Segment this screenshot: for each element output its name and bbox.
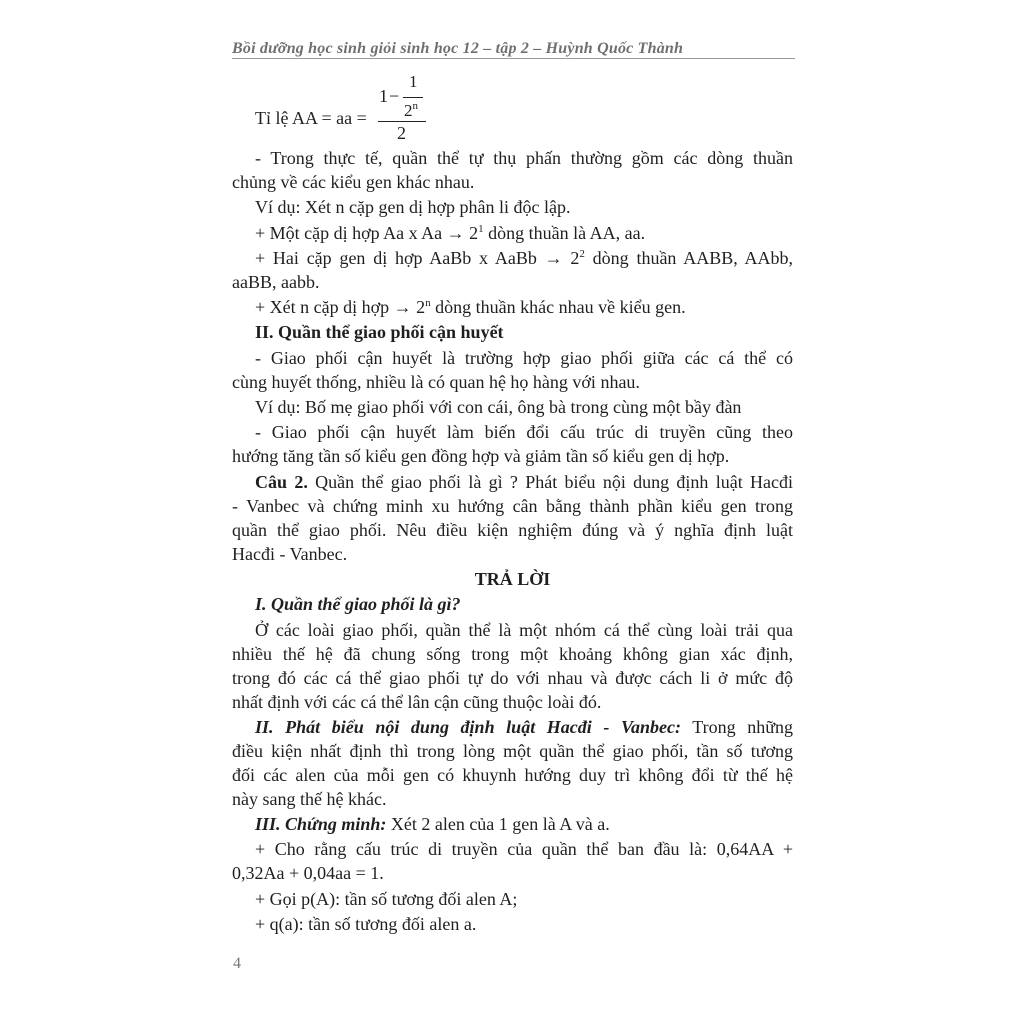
paragraph	[232, 320, 793, 344]
body-line: trong đó các cá thể giao phối tự do với nhau và được cách li ở mức độ	[232, 667, 793, 688]
formula-inner-denominator	[404, 101, 418, 121]
body-line: - Vanbec và chứng minh xu hướng cân bằng thành phần kiểu gen trong	[232, 495, 793, 516]
body-line: - Giao phối cận huyết làm biến đổi cấu trúc di truyền cũng theo	[255, 422, 793, 443]
body-line: - Giao phối cận huyết là trường hợp giao phối giữa các cá thể có	[255, 347, 793, 368]
paragraph	[232, 912, 793, 936]
section-heading: I. Quần thể giao phối là gì?	[255, 594, 461, 615]
running-header: Bồi dưỡng học sinh giỏi sinh học 12 – tập 2 – Huỳnh Quốc Thành	[232, 40, 684, 57]
text-run: Xét 2 alen của 1 gen là A và a.	[390, 814, 610, 835]
body-line: - Trong thực tế, quần thể tự thụ phấn thường gồm các dòng thuần	[255, 148, 793, 168]
formula-inner-den-exponent: n	[412, 100, 418, 112]
paragraph	[232, 221, 793, 245]
body-line	[232, 295, 793, 319]
text-run: Trong những	[692, 716, 793, 737]
exponent: n	[425, 297, 431, 310]
body-line: cùng huyết thống, nhiều là có quan hệ họ hàng với nhau.	[232, 371, 640, 392]
text-run: dòng thuần AABB, AAbb,	[592, 247, 794, 268]
paragraph	[232, 346, 793, 394]
paragraph	[232, 812, 793, 836]
body-line	[232, 221, 793, 245]
exponent: 1	[478, 222, 484, 235]
body-line: nhiều thế hệ đã chung sống trong một khoảng không gian xác định,	[232, 643, 793, 664]
formula-inner-fraction-bar	[403, 97, 423, 98]
body-line: quần thể giao phối. Nêu điều kiện nghiệm đúng và ý nghĩa định luật	[232, 519, 793, 540]
formula-inner-numerator: 1	[409, 72, 418, 91]
answer-title: TRẢ LỜI	[474, 568, 551, 589]
body-line	[232, 470, 793, 494]
body-line: + q(a): tần số tương đối alen a.	[255, 914, 477, 935]
text-run: dòng thuần khác nhau về kiểu gen.	[435, 297, 686, 318]
body-line: hướng tăng tần số kiểu gen đồng hợp và giảm tần số kiểu gen dị hợp.	[232, 446, 730, 467]
body-line	[232, 246, 793, 270]
paragraph	[232, 246, 793, 294]
paragraph	[232, 887, 793, 911]
body-line: điều kiện nhất định thì trong lòng một quần thể giao phối, tần số tương	[232, 740, 793, 761]
header-rule	[232, 58, 795, 59]
paragraph	[232, 146, 793, 194]
body-line: Hacđi - Vanbec.	[232, 543, 348, 564]
paragraph	[232, 567, 793, 591]
paragraph	[232, 592, 793, 616]
body-line: nhất định với các cá thể lân cận cũng thuộc loài đó.	[232, 691, 602, 712]
formula-main-fraction-bar	[378, 121, 426, 122]
page-body	[232, 146, 793, 936]
question-paragraph	[232, 470, 793, 566]
body-line: + Gọi p(A): tần số tương đối alen A;	[255, 888, 518, 909]
formula-inner-den-base: 2	[404, 101, 413, 120]
body-line: + Cho rằng cấu trúc di truyền của quần thể ban đầu là: 0,64AA +	[255, 839, 793, 860]
exponent: 2	[579, 247, 585, 260]
text-run: + Một cặp dị hợp Aa x Aa → 2	[255, 222, 479, 243]
text-run: dòng thuần là AA, aa.	[488, 222, 646, 243]
section-heading: II. Quần thể giao phối cận huyết	[255, 322, 504, 343]
body-line: chủng về các kiểu gen khác nhau.	[232, 172, 475, 192]
question-label: Câu 2.	[255, 471, 308, 492]
body-line: Ví dụ: Xét n cặp gen dị hợp phân li độc lập.	[255, 197, 571, 218]
body-line: đối các alen của mỗi gen có khuynh hướng duy trì không đổi từ thế hệ	[232, 764, 793, 785]
formula-minus: −	[389, 86, 400, 106]
text-run: + Xét n cặp dị hợp → 2	[255, 297, 426, 318]
body-line: này sang thế hệ khác.	[232, 788, 387, 809]
text-run: + Hai cặp gen dị hợp AaBb x AaBb → 2	[255, 247, 580, 268]
section-heading: II. Phát biểu nội dung định luật Hacđi - Vanbec:	[255, 716, 681, 737]
formula-label: Tỉ lệ AA = aa =	[255, 108, 367, 128]
paragraph	[232, 295, 793, 319]
body-line	[232, 812, 793, 836]
formula-outer-one: 1	[379, 86, 388, 106]
paragraph	[232, 195, 793, 219]
body-line: Ví dụ: Bố mẹ giao phối với con cái, ông bà trong cùng một bầy đàn	[255, 397, 742, 418]
paragraph	[232, 715, 793, 811]
paragraph	[232, 837, 793, 885]
section-heading: III. Chứng minh:	[255, 814, 387, 835]
text-run: Quần thể giao phối là gì ? Phát biểu nội dung định luật Hacđi	[315, 471, 794, 492]
body-line: Ở các loài giao phối, quần thể là một nhóm cá thể cùng loài trải qua	[255, 619, 793, 640]
page-number: 4	[233, 955, 241, 972]
body-line: 0,32Aa + 0,04aa = 1.	[232, 863, 384, 884]
paragraph	[232, 618, 793, 714]
formula-denominator: 2	[397, 123, 406, 143]
paragraph	[232, 420, 793, 468]
body-line	[232, 715, 793, 739]
paragraph	[232, 395, 793, 419]
body-line: aaBB, aabb.	[232, 271, 320, 292]
